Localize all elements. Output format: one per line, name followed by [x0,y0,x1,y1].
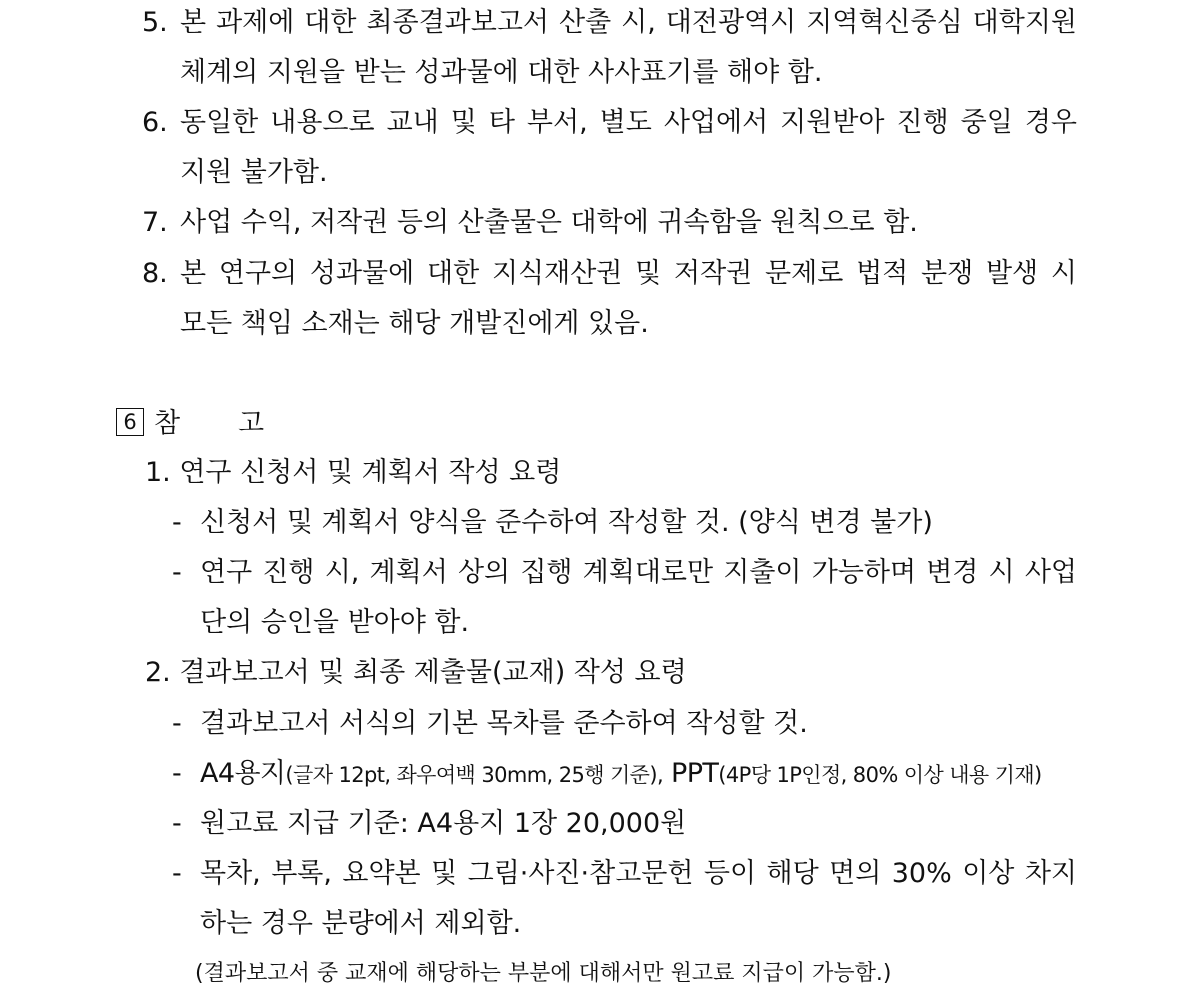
sub2-bullet1-text: 결과보고서 서식의 기본 목차를 준수하여 작성할 것. [200,708,808,739]
section-heading [116,406,264,442]
sub2-bullet1-dash: - [172,708,182,739]
sub2-bullet4-line1: 목차, 부록, 요약본 및 그림·사진·참고문헌 등이 해당 면의 30% 이상 차지 [200,858,1077,889]
item-8-num: 8. [142,258,168,289]
sub1-heading: 1. 연구 신청서 및 계획서 작성 요령 [145,457,562,488]
sub1-bullet1-text: 신청서 및 계획서 양식을 준수하여 작성할 것. (양식 변경 불가) [200,507,933,538]
sub2-bullet4-line2: 하는 경우 분량에서 제외함. [200,908,522,939]
item-8-line1: 본 연구의 성과물에 대한 지식재산권 및 저작권 문제로 법적 분쟁 발생 시 [180,258,1077,289]
item-6-line2: 지원 불가함. [180,157,328,188]
item-8-line2: 모든 책임 소재는 해당 개발진에게 있음. [180,308,649,339]
item-5-line2: 체계의 지원을 받는 성과물에 대한 사사표기를 해야 함. [180,57,823,88]
item-7-num: 7. [142,207,168,238]
sub2-bullet2-dash: - [172,758,182,789]
sub1-bullet2-line1: 연구 진행 시, 계획서 상의 집행 계획대로만 지출이 가능하며 변경 시 사업 [200,557,1077,588]
sub2-bullet3-text: 원고료 지급 기준: A4용지 1장 20,000원 [200,808,687,839]
item-7-line1: 사업 수익, 저작권 등의 산출물은 대학에 귀속함을 원칙으로 함. [180,207,918,238]
item-5-num: 5. [142,7,168,38]
ppt-label: PPT [671,758,719,789]
section-number-box: 6 [116,408,144,436]
sub2-bullet4-dash: - [172,858,182,889]
sub2-bullet2-text [200,756,1042,792]
sub2-heading: 2. 결과보고서 및 최종 제출물(교재) 작성 요령 [145,657,687,688]
item-6-line1: 동일한 내용으로 교내 및 타 부서, 별도 사업에서 지원받아 진행 중일 경우 [180,107,1077,138]
item-6-num: 6. [142,107,168,138]
sub2-note: (결과보고서 중 교재에 해당하는 부분에 대해서만 원고료 지급이 가능함.) [195,961,892,986]
sub1-bullet2-dash: - [172,557,182,588]
a4-label: A4용지 [200,758,286,789]
section-title-b: 고 [238,408,265,439]
ppt-detail: (4P당 1P인정, 80% 이상 내용 기재) [718,763,1042,787]
a4-detail: (글자 12pt, 좌우여백 30mm, 25행 기준), [285,763,664,787]
section-title-a: 참 [154,408,181,439]
sub2-bullet3-dash: - [172,808,182,839]
sub1-bullet2-line2: 단의 승인을 받아야 함. [200,607,470,638]
sub1-bullet1-dash: - [172,507,182,538]
item-5-line1: 본 과제에 대한 최종결과보고서 산출 시, 대전광역시 지역혁신중심 대학지원 [180,7,1077,38]
